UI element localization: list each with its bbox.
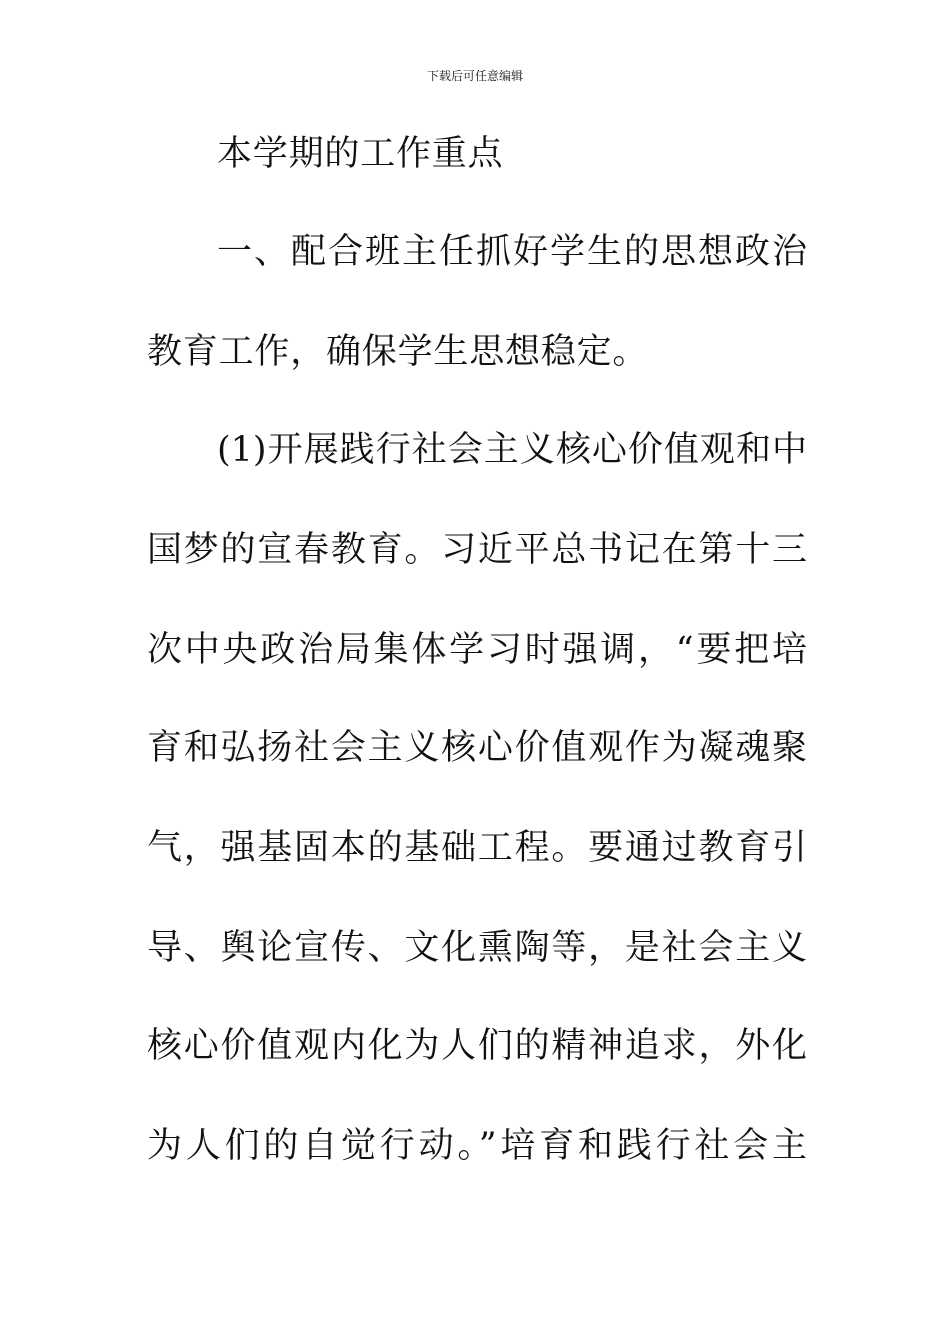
- section-heading: 本学期的工作重点: [217, 134, 504, 174]
- paragraph-line: 为人们的自觉行动。”培育和践行社会主: [147, 1126, 807, 1166]
- header-note: 下载后可任意编辑: [426, 69, 523, 83]
- paragraph-line: 育和弘扬社会主义核心价值观作为凝魂聚: [147, 728, 807, 768]
- paragraph-line: 气，强基固本的基础工程。要通过教育引: [147, 828, 807, 868]
- paragraph-line: 核心价值观内化为人们的精神追求，外化: [147, 1026, 807, 1066]
- paragraph-line: 次中央政治局集体学习时强调，“要把培: [147, 630, 807, 670]
- paragraph-line: (1)开展践行社会主义核心价值观和中: [217, 430, 807, 470]
- paragraph-line: 教育工作，确保学生思想稳定。: [147, 332, 649, 372]
- paragraph-line: 国梦的宣春教育。习近平总书记在第十三: [147, 530, 807, 570]
- paragraph-line: 导、舆论宣传、文化熏陶等，是社会主义: [147, 928, 807, 968]
- paragraph-line: 一、配合班主任抓好学生的思想政治: [217, 232, 807, 272]
